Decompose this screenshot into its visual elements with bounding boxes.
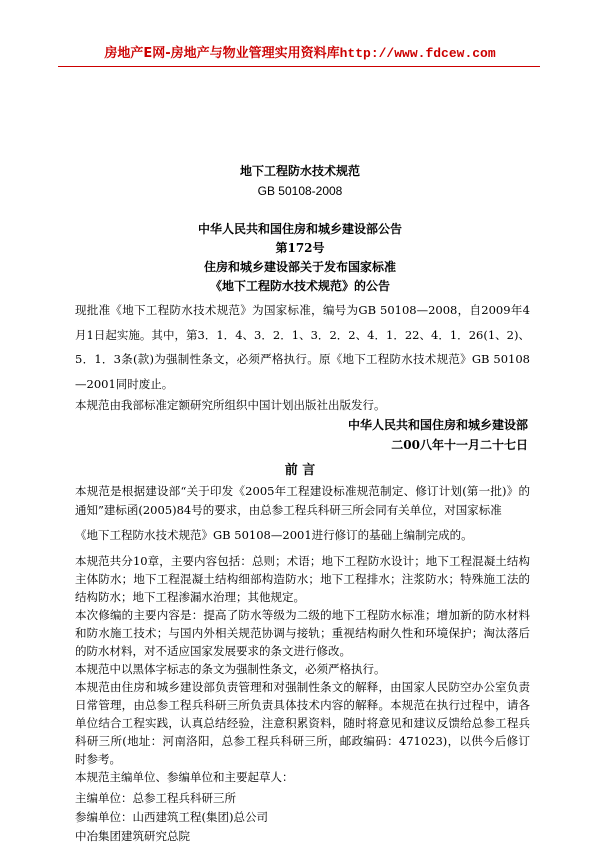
chief-editor: 主编单位：总参工程兵科研三所 — [75, 791, 236, 805]
document-code: GB 50108-2008 — [257, 184, 343, 198]
announcement-number: 第172号 — [275, 241, 325, 255]
site-header — [0, 42, 600, 61]
header-divider — [58, 66, 540, 67]
site-url[interactable]: http://www.fdcew.com — [339, 46, 496, 61]
announcement-subtitle-1: 住房和城乡建设部关于发布国家标准 — [203, 260, 396, 274]
announcement-org: 中华人民共和国住房和城乡建设部公告 — [197, 222, 402, 236]
participant-unit: 参编单位：山西建筑工程(集团)总公司 — [75, 810, 268, 824]
preface-paragraph-6: 本规范主编单位、参编单位和主要起草人： — [75, 770, 294, 784]
announcement-subtitle-2: 《地下工程防水技术规范》的公告 — [209, 279, 390, 293]
preface-paragraph-3: 本次修编的主要内容是：提高了防水等级为二级的地下工程防水标准；增加新的防水材料和防水施工技术；与国内外相关规范协调与接轨；重视结构耐久性和环境保护；淘汰落后的防水材料，对不适应国家发展要求的条文进行修改。 — [75, 608, 530, 658]
preface-heading: 前 言 — [284, 463, 316, 478]
announcement-body-2: 本规范由我部标准定额研究所组织中国计划出版社出版发行。 — [75, 398, 386, 412]
preface-paragraph-4: 本规范中以黑体字标志的条文为强制性条文，必须严格执行。 — [75, 662, 386, 676]
preface-paragraph-5: 本规范由住房和城乡建设部负责管理和对强制性条文的解释，由国家人民防空办公室负责日常管理，由总参工程兵科研三所负责具体技术内容的解释。本规范在执行过程中，请各单位结合工程实践，认真总结经验，注意积累资料，随时将意见和建议反馈给总参工程兵科研三所(地址：河南洛阳，总参工程兵科研三所，邮政编码：471023)，以供今后修订时参考。 — [75, 680, 530, 766]
preface-paragraph-1-cont: 《地下工程防水技术规范》GB 50108—2001进行修订的基础上编制完成的。 — [75, 528, 473, 542]
signature-date: 二00八年十一月二十七日 — [391, 438, 528, 452]
preface-paragraph-1: 本规范是根据建设部“关于印发《2005年工程建设标准规范制定、修订计划(第一批)》的通知”建标函(2005)84号的要求，由总参工程兵科研三所会同有关单位，对国家标准 — [75, 484, 530, 517]
site-title: 房地产E网-房地产与物业管理实用资料库 — [104, 46, 340, 61]
preface-paragraph-2: 本规范共分10章，主要内容包括：总则；术语；地下工程防水设计；地下工程混凝土结构主体防水；地下工程混凝土结构细部构造防水；地下工程排水；注浆防水；特殊施工法的结构防水；地下工程渗漏水治理；其他规定。 — [75, 554, 530, 604]
participant-unit-2: 中冶集团建筑研究总院 — [75, 829, 190, 843]
document-title: 地下工程防水技术规范 — [239, 164, 360, 178]
signature-org: 中华人民共和国住房和城乡建设部 — [347, 418, 528, 432]
announcement-body-1: 现批准《地下工程防水技术规范》为国家标准，编号为GB 50108—2008，自2009年4月1日起实施。其中，第3．1．4、3．2．1、3．2．2、4．1．22、4．1．26(1、2)、5．1．3条(款)为强制性条文，必须严格执行。原《地下工程防水技术规范》GB 50108—2001同时废止。 — [75, 303, 530, 391]
